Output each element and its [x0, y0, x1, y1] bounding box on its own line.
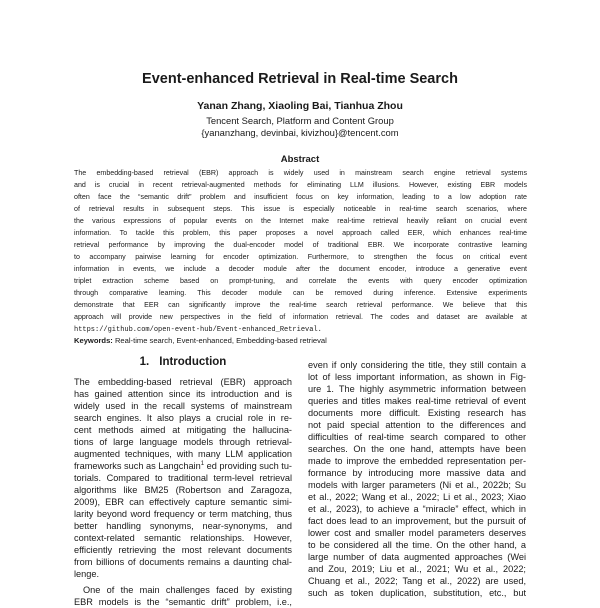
left-column-line: augmented techniques, with many LLM application: [74, 449, 292, 459]
abstract-line: through comparative learning. This decoder module can be removed during inference. Extensive experiments: [74, 289, 527, 297]
left-column-line: search engines. It also plays a crucial role in re-: [74, 413, 292, 423]
author-list: Yanan Zhang, Xiaoling Bai, Tianhua Zhou: [197, 100, 403, 112]
abstract-line: The embedding-based retrieval (EBR) approach is widely used in mainstream search engine retrieval systems: [74, 169, 527, 177]
right-column-line: and Zou, 2019; Liu et al., 2021; Wu et al., 2022;: [308, 564, 526, 574]
left-column-line: tions of large language models through retrieval-: [74, 437, 292, 447]
right-column-line: et al., 2022; Wang et al., 2022; Li et al., 2023; Xiao: [308, 492, 526, 502]
abstract-line: information. To tackle this problem, this paper proposes a novel approach called EER, which enhances real-time: [74, 229, 527, 237]
right-column-line: lot of less important information, as shown in Fig-: [308, 372, 526, 382]
abstract-line: and is crucial in recent retrieval-augmented methods for eliminating LLM illusions. However, existing EBR models: [74, 181, 527, 189]
abstract-line: often face the “semantic drift” problem and insufficient focus on key information, leading to a low adoption rate: [74, 193, 527, 201]
abstract-line: demonstrate that EER can significantly improve the real-time search retrieval performance. We believe that this: [74, 301, 527, 309]
section-heading-introduction: [74, 355, 292, 369]
right-column-line: documents more difficult. Existing research has: [308, 408, 526, 418]
abstract-line: approach will provide new perspectives in the field of information retrieval. The codes and dataset are available at: [74, 313, 527, 321]
abstract-line: the various expressions of popular events on the Internet make real-time retrieval heavily reliant on crucial event: [74, 217, 527, 225]
left-column-line: EBR models is the “semantic drift” problem, i.e.,: [74, 597, 292, 607]
right-column-line: made to improve the embedded representation per-: [308, 456, 526, 466]
right-column-line: ure 1. The highly asymmetric information between: [308, 384, 526, 394]
code-url-link[interactable]: https://github.com/open-event-hub/Event-enhanced_Retrieval.: [74, 326, 322, 334]
left-column-line: better handling synonyms, near-synonyms, and: [74, 521, 292, 531]
right-column-line: not paid special attention to the differences and: [308, 420, 526, 430]
left-column-line: from billions of documents remains a daunting chal-: [74, 557, 292, 567]
right-column-line: formance by introducing more massive data and: [308, 468, 526, 478]
left-column-line: widely used in the recall systems of mainstream: [74, 401, 292, 411]
keywords-label: Keywords:: [74, 336, 113, 345]
abstract-code-url-line[interactable]: [74, 324, 527, 335]
keywords-line: [74, 336, 527, 346]
right-column-line: queries and titles makes real-time retrieval of event: [308, 396, 526, 406]
left-column-line: 2009), EBR can effectively capture semantic simi-: [74, 497, 292, 507]
abstract-line: triplet extraction scheme based on prompt-tuning, and correlate the events with query encoder optimization: [74, 277, 527, 285]
left-column-line: lenge.: [74, 569, 100, 579]
abstract-line: to accompany pairwise learning for encoder optimization. Furthermore, to strengthen the focus on critical event: [74, 253, 527, 261]
right-column-line: et al., 2023), to achieve a “miracle” effect, which in: [308, 504, 526, 514]
right-column-line: searches. On the one hand, attempts have been: [308, 444, 526, 454]
left-column-line: algorithms like BM25 (Robertson and Zaragoza,: [74, 485, 292, 495]
left-column-line: The embedding-based retrieval (EBR) approach: [74, 377, 292, 387]
abstract-line: retrieval performance by improving the dual-encoder model of traditional EBR. We incorporate contrastive learning: [74, 241, 527, 249]
right-column-line: difficulties of real-time search compared to other: [308, 432, 526, 442]
right-column-line: fact does lead to an improvement, but the pursuit of: [308, 516, 526, 526]
keywords-text: Real-time search, Event-enhanced, Embedding-based retrieval: [112, 336, 327, 345]
left-column-line: torials. Compared to traditional term-level retrieval: [74, 473, 292, 483]
right-column-line: models with larger parameters (Ni et al., 2022b; Su: [308, 480, 526, 490]
section-number: 1.: [139, 356, 150, 368]
left-column-line: cent methods aimed at mitigating the hallucina-: [74, 425, 292, 435]
abstract-heading: Abstract: [280, 154, 320, 165]
left-column-line: efficiently retrieving the most relevant documents: [74, 545, 292, 555]
left-column-line: larity beyond word frequency or term matching, thus: [74, 509, 292, 519]
left-column-line-footnote: [74, 460, 292, 472]
section-title: Introduction: [159, 356, 227, 368]
right-column-line: lower cost and smaller model parameters deserves: [308, 528, 526, 538]
affiliation: Tencent Search, Platform and Content Group: [206, 115, 394, 126]
abstract-line: of retrieval results in subsequent steps. This issue is especially noticeable in real-time search scenarios, where: [74, 205, 527, 213]
left-column-line: One of the main challenges faced by existing: [83, 585, 292, 595]
langchain-text: frameworks such as Langchain: [74, 461, 201, 471]
right-column-line: large number of data augmented approaches (Wei: [308, 552, 526, 562]
right-column-line: Chuang et al., 2022; Tang et al., 2022) are used,: [308, 576, 526, 586]
left-column-line: context-related semantic relationships. However,: [74, 533, 292, 543]
right-column-line: such as token duplication, substitution, etc., but: [308, 588, 526, 598]
left-column-line: has gained attention since its introduction and is: [74, 389, 292, 399]
abstract-line: information in events, we include a decoder module after the document encoder, introduce a generative event: [74, 265, 527, 273]
footnote-marker[interactable]: 1: [200, 460, 205, 467]
paper-title: Event-enhanced Retrieval in Real-time Search: [142, 71, 458, 87]
langchain-text-cont: ed providing such tu-: [206, 461, 292, 471]
author-emails: {yananzhang, devinbai, kivizhou}@tencent.com: [201, 127, 399, 138]
right-column-line: to be considered all the time. On the other hand, a: [308, 540, 526, 550]
right-column-line: even if only considering the title, they still contain a: [308, 360, 526, 370]
